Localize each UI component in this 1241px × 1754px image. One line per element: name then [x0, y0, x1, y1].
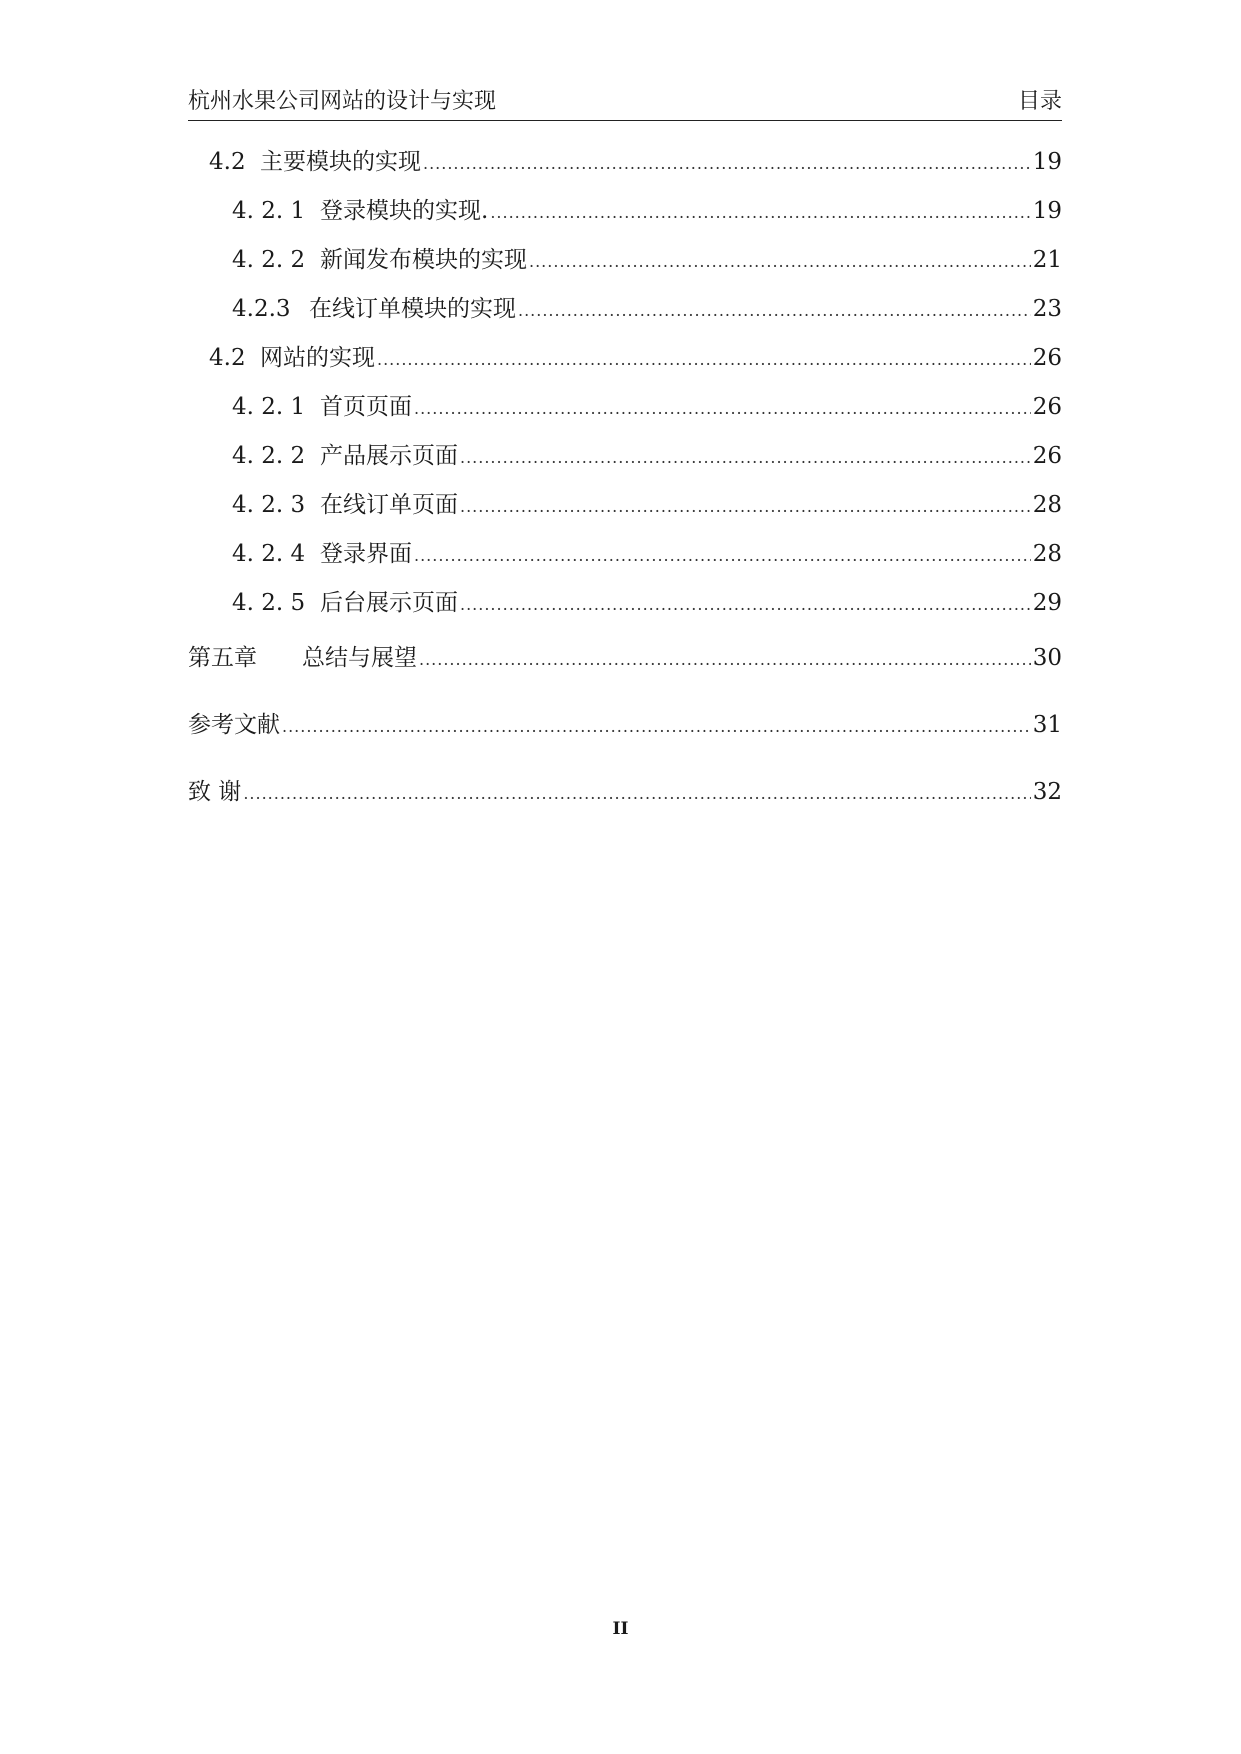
toc-dot-leader — [414, 542, 1031, 570]
toc-entry-number: 4. 2. 2 — [232, 443, 306, 469]
toc-entry-number: 4. 2. 2 — [232, 247, 306, 273]
toc-entry[interactable] — [188, 491, 1062, 540]
toc-entry-title: 在线订单页面 — [320, 492, 458, 518]
table-of-contents — [188, 148, 1062, 839]
toc-entry-title: 后台展示页面 — [320, 590, 458, 616]
toc-entry-number: 4.2.3 — [232, 296, 291, 322]
toc-dot-leader — [419, 646, 1031, 674]
toc-entry-page: 28 — [1032, 541, 1062, 567]
page-header — [188, 86, 1062, 121]
toc-entry-number: 4. 2. 1 — [232, 394, 306, 420]
toc-entry-title: 网站的实现 — [260, 345, 375, 371]
toc-entry[interactable] — [188, 442, 1062, 491]
toc-entry-page: 26 — [1032, 394, 1062, 420]
toc-entry[interactable] — [188, 589, 1062, 638]
toc-entry-number: 第五章 — [188, 645, 257, 671]
toc-entry-chapter[interactable] — [188, 772, 1062, 839]
toc-entry-page: 28 — [1032, 492, 1062, 518]
toc-dot-leader — [460, 444, 1031, 472]
toc-entry-title: 首页页面 — [320, 394, 412, 420]
toc-entry-title: 主要模块的实现 — [260, 149, 421, 175]
toc-entry-title: 总结与展望 — [302, 645, 417, 671]
toc-dot-leader — [518, 297, 1031, 325]
toc-entry-page: 26 — [1032, 443, 1062, 469]
page-number: II — [612, 1619, 629, 1639]
toc-dot-leader — [529, 248, 1031, 276]
toc-entry-page: 31 — [1032, 712, 1062, 738]
toc-entry-number: 4. 2. 4 — [232, 541, 306, 567]
toc-dot-leader — [414, 395, 1031, 423]
toc-entry-page: 19 — [1032, 149, 1062, 175]
toc-entry-number: 4. 2. 1 — [232, 198, 306, 224]
toc-entry-number: 4.2 — [209, 149, 246, 175]
toc-dot-leader — [282, 713, 1031, 741]
toc-entry-page: 21 — [1032, 247, 1062, 273]
toc-entry-page: 32 — [1032, 779, 1062, 805]
toc-entry[interactable] — [188, 295, 1062, 344]
toc-dot-leader — [423, 150, 1031, 178]
toc-entry-chapter[interactable] — [188, 705, 1062, 772]
toc-entry-title: 登录界面 — [320, 541, 412, 567]
section-title: 目录 — [1017, 89, 1062, 114]
toc-entry-page: 29 — [1032, 590, 1062, 616]
toc-entry-page: 26 — [1032, 345, 1062, 371]
toc-dot-leader — [377, 346, 1031, 374]
toc-dot-leader — [490, 199, 1030, 227]
document-title: 杭州水果公司网站的设计与实现 — [188, 89, 497, 114]
toc-entry-title: 致 谢 — [188, 779, 242, 805]
toc-entry-title: 登录模块的实现. — [320, 198, 489, 224]
toc-dot-leader — [243, 780, 1030, 808]
toc-entry-title: 参考文献 — [188, 712, 280, 738]
toc-entry[interactable] — [188, 197, 1062, 246]
toc-entry-chapter[interactable] — [188, 638, 1062, 705]
toc-entry-page: 30 — [1032, 645, 1062, 671]
toc-entry[interactable] — [188, 344, 1062, 393]
toc-entry[interactable] — [188, 393, 1062, 442]
toc-entry-page: 23 — [1032, 296, 1062, 322]
toc-entry[interactable] — [188, 246, 1062, 295]
toc-dot-leader — [460, 591, 1031, 619]
toc-entry-number: 4. 2. 3 — [232, 492, 306, 518]
toc-entry-title: 新闻发布模块的实现 — [320, 247, 527, 273]
toc-entry-number: 4. 2. 5 — [232, 590, 306, 616]
toc-entry-page: 19 — [1032, 198, 1062, 224]
toc-entry[interactable] — [188, 148, 1062, 197]
toc-dot-leader — [460, 493, 1031, 521]
toc-entry-title: 在线订单模块的实现 — [309, 296, 516, 322]
toc-entry-number: 4.2 — [209, 345, 246, 371]
toc-entry-title: 产品展示页面 — [320, 443, 458, 469]
toc-entry[interactable] — [188, 540, 1062, 589]
